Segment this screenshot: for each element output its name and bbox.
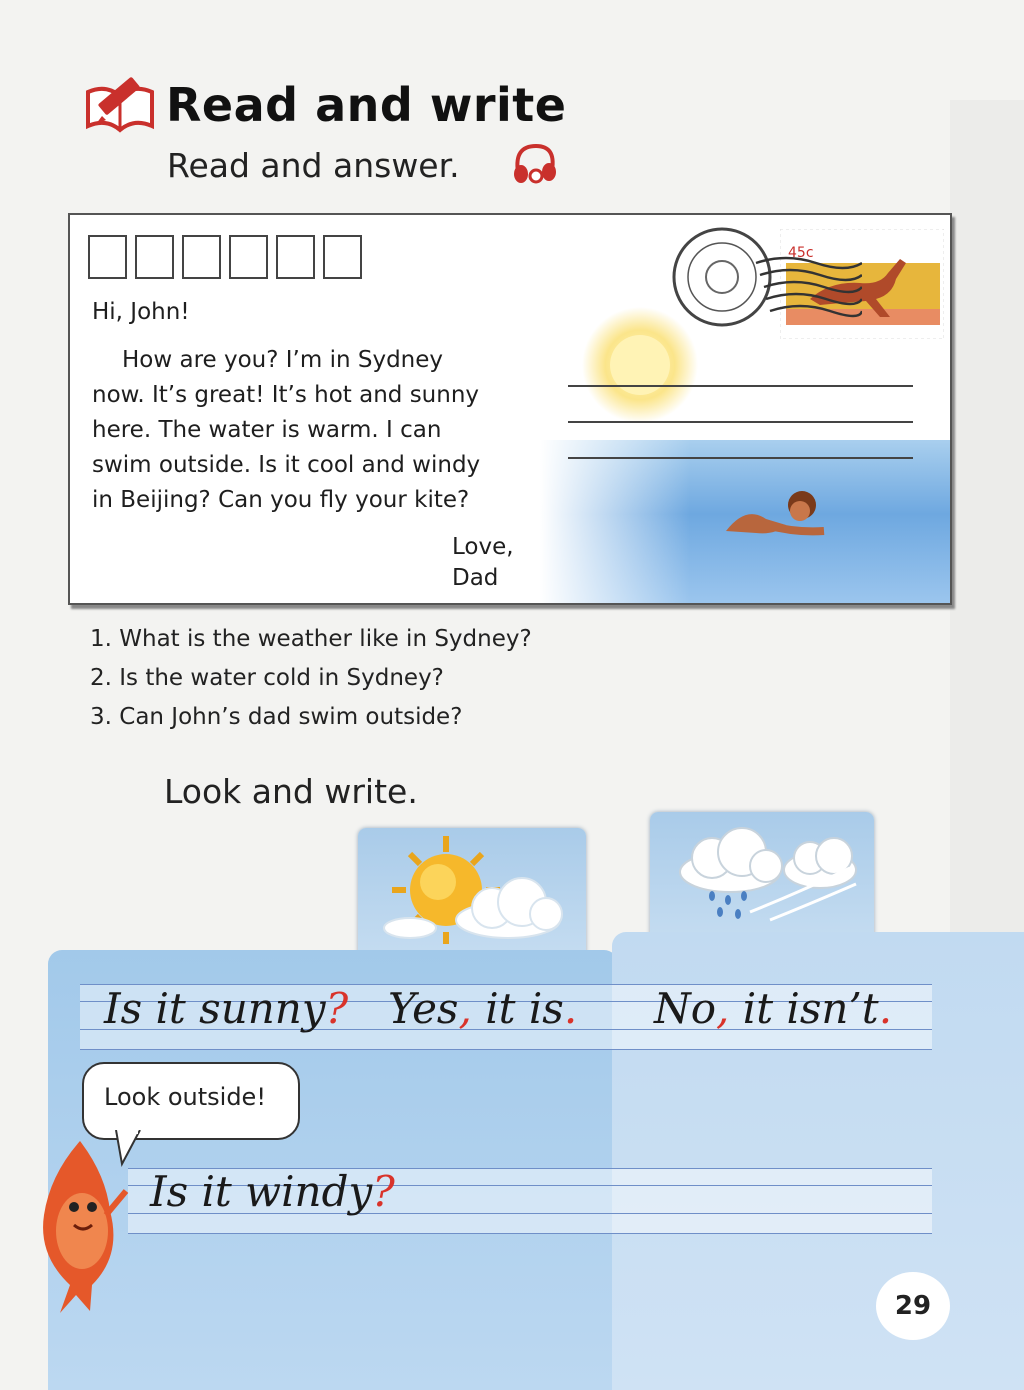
postcode-box[interactable]	[182, 235, 221, 279]
cursive-text: Is it sunny	[104, 984, 326, 1033]
address-line[interactable]	[568, 457, 913, 459]
cursive-text: it isn’t	[729, 984, 879, 1033]
sea-fade	[540, 440, 690, 605]
book-pencil-icon	[82, 70, 158, 136]
address-line[interactable]	[568, 421, 913, 423]
page-number: 29	[876, 1272, 950, 1340]
page-edge-shade	[950, 100, 1024, 1000]
flame-mascot	[30, 1135, 130, 1315]
sentence-is-it-sunny	[104, 984, 348, 1033]
postcode-box[interactable]	[229, 235, 268, 279]
sentence-no-it-isnt	[654, 984, 892, 1033]
section-title-read-answer: Read and answer.	[167, 146, 460, 185]
cursive-punctuation: .	[878, 984, 893, 1033]
cursive-punctuation: ,	[716, 984, 730, 1033]
postcode-boxes	[88, 235, 362, 279]
postcard	[68, 213, 952, 605]
letter-line: How are you? I’m in Sydney	[122, 347, 444, 373]
letter-closing: Love,	[452, 534, 514, 560]
letter-line: now. It’s great! It’s hot and sunny	[92, 382, 480, 408]
page-title: Read and write	[166, 78, 567, 132]
postmark	[666, 223, 862, 343]
sentence-is-it-windy	[150, 1167, 395, 1216]
cursive-text: Is it windy	[150, 1167, 373, 1216]
sun-cloud-icon	[358, 828, 586, 958]
swimmer-illustration	[716, 485, 826, 550]
section-title-look-write: Look and write.	[164, 772, 418, 811]
rain-wind-cloud-icon	[650, 812, 874, 942]
cursive-punctuation: .	[563, 984, 578, 1033]
cursive-text: Yes	[388, 984, 459, 1033]
postcode-box[interactable]	[135, 235, 174, 279]
address-line[interactable]	[568, 385, 913, 387]
headphones-icon[interactable]	[508, 138, 560, 188]
postcode-box[interactable]	[276, 235, 315, 279]
letter-signature: Dad	[452, 565, 499, 591]
postcode-box[interactable]	[88, 235, 127, 279]
sentence-yes-it-is	[388, 984, 577, 1033]
speech-bubble-text: Look outside!	[104, 1083, 266, 1111]
cursive-punctuation: ?	[325, 984, 349, 1033]
question-item: 3. Can John’s dad swim outside?	[90, 704, 463, 730]
cursive-text: it is	[471, 984, 564, 1033]
cursive-text: No	[654, 984, 717, 1033]
letter-line: in Beijing? Can you fly your kite?	[92, 487, 470, 513]
letter-greeting: Hi, John!	[92, 299, 190, 325]
stamp-value: 45c	[788, 245, 814, 261]
cursive-punctuation: ,	[458, 984, 472, 1033]
letter-line: here. The water is warm. I can	[92, 417, 442, 443]
postcode-box[interactable]	[323, 235, 362, 279]
question-item: 1. What is the weather like in Sydney?	[90, 626, 532, 652]
letter-line: swim outside. Is it cool and windy	[92, 452, 481, 478]
cursive-punctuation: ?	[372, 1167, 395, 1216]
question-item: 2. Is the water cold in Sydney?	[90, 665, 444, 691]
